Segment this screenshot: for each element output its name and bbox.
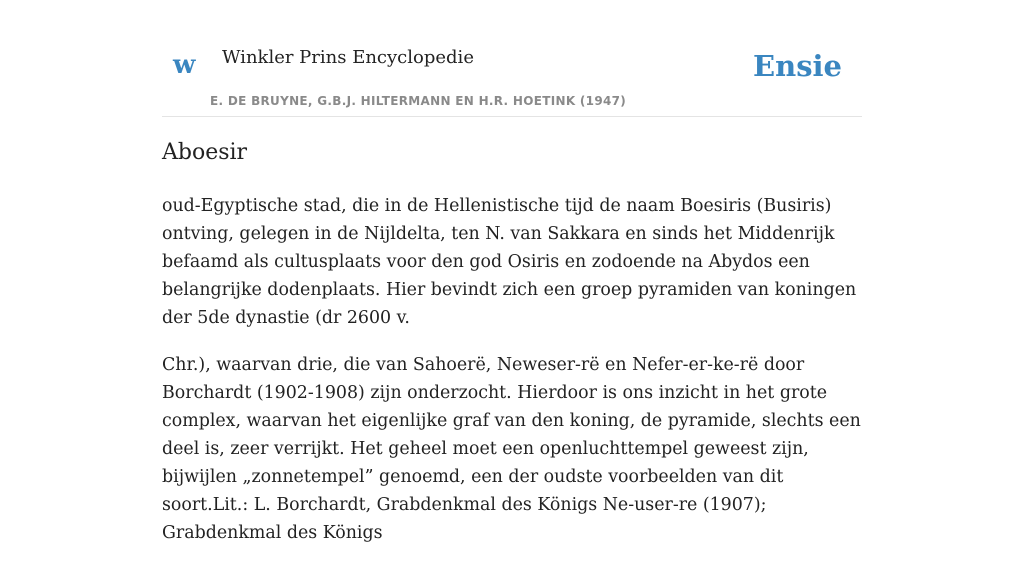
paragraph: oud-Egyptische stad, die in de Hellenistische tijd de naam Boesiris (Busiris) ontving, gelegen in de Nijldelta, ten N. van Sakkara en sinds het Middenrijk befaamd als cultusplaats voor den god Osiris en zodoende na Abydos een belangrijke dodenplaats. Hier bevindt zich een groep pyramiden van koningen der 5de dynastie (dr 2600 v. [162, 196, 857, 328]
article-title: Aboesir [162, 140, 248, 165]
byline: E. DE BRUYNE, G.B.J. HILTERMANN EN H.R. HOETINK (1947) [210, 94, 627, 108]
paragraph: Chr.), waarvan drie, die van Sahoerë, Neweser-rë en Nefer-er-ke-rë door Borchardt (1902-1908) zijn onderzocht. Hierdoor is ons inzicht in het grote complex, waarvan het eigenlijke graf van den koning, de pyramide, slechts een deel is, zeer verrijkt. Het geheel moet een openluchttempel geweest zijn, bijwijlen „zonnetempel” genoemd, een der oudste voorbeelden van dit soort.Lit.: L. Borchardt, Grabdenkmal des Königs Ne-user-re (1907); Grabdenkmal des Königs [162, 355, 861, 543]
brand-logo[interactable]: Ensie [753, 49, 842, 83]
site-header [162, 0, 862, 117]
article-body [162, 192, 866, 566]
site-title[interactable]: Winkler Prins Encyclopedie [222, 47, 474, 68]
logo-icon[interactable]: w [173, 50, 196, 80]
